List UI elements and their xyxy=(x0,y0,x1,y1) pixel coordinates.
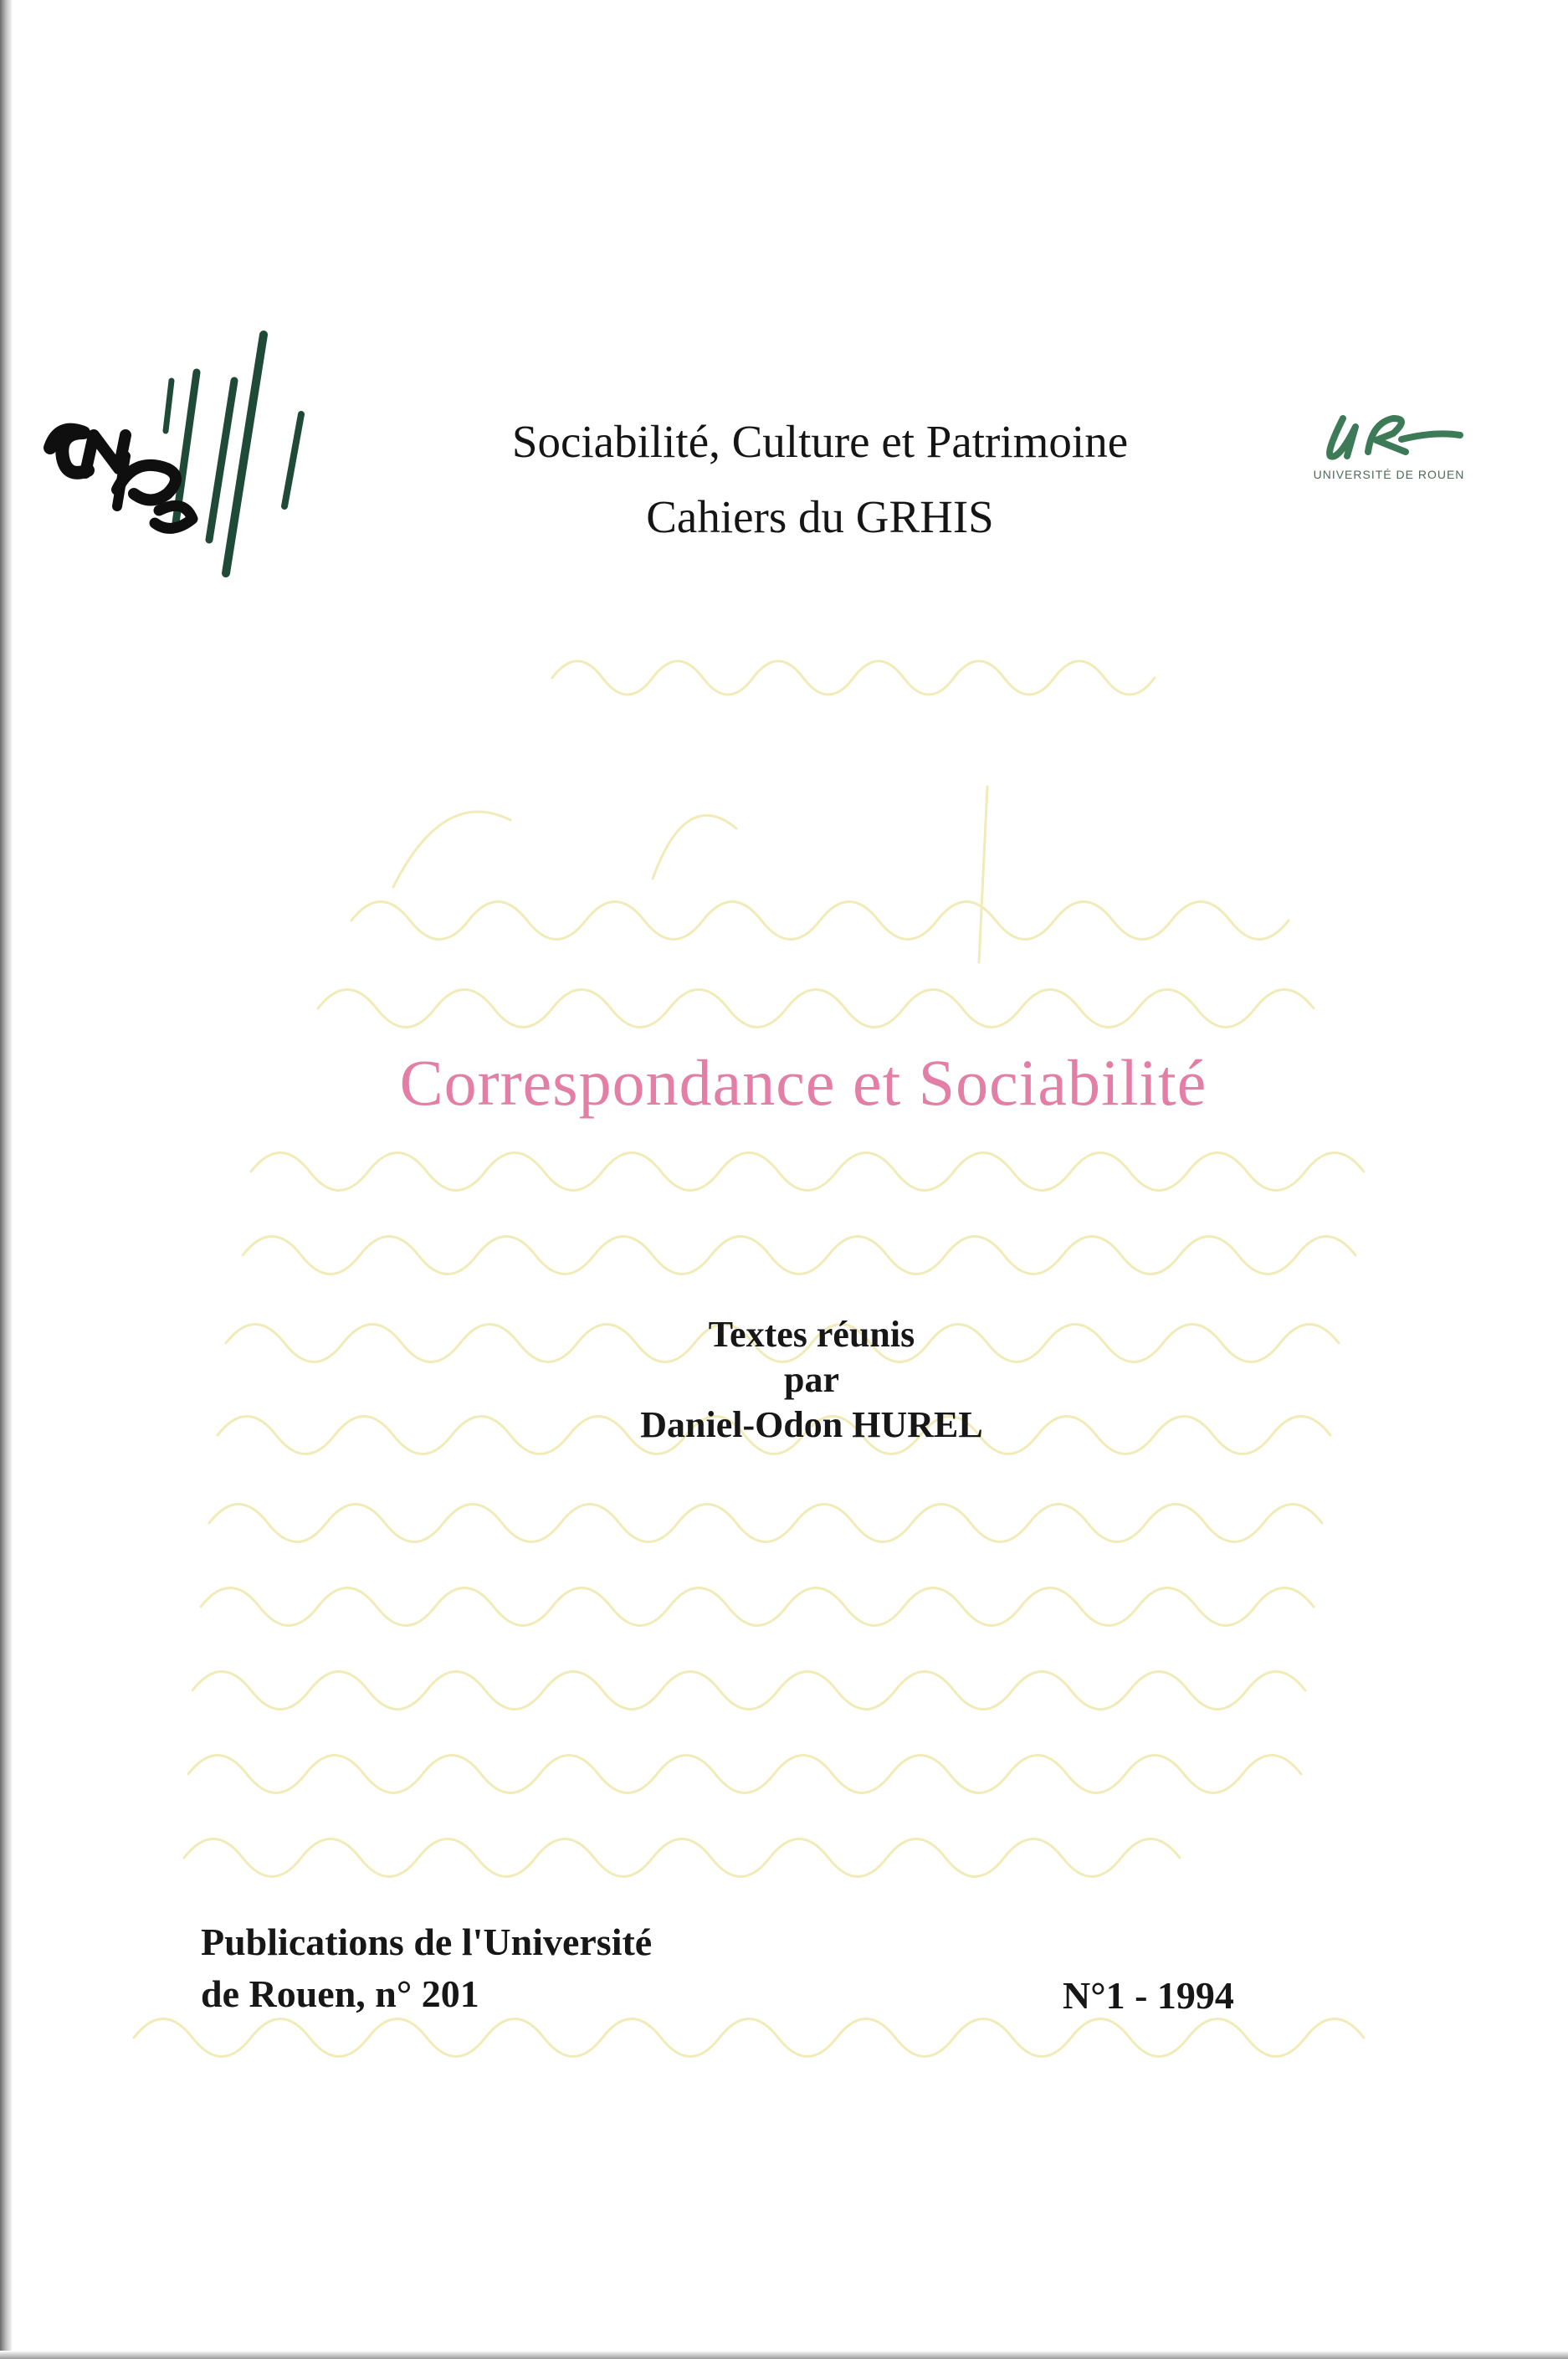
credits-line: Textes réunis xyxy=(708,1314,915,1355)
cnrs-logo xyxy=(33,322,322,582)
publisher-series-number: de Rouen, n° 201 xyxy=(201,1972,479,2015)
issue-number: N°1 - 1994 xyxy=(1063,1974,1234,2017)
credits-block xyxy=(502,1312,1121,1448)
university-rouen-logo xyxy=(1293,402,1485,494)
publisher-block xyxy=(201,1916,954,2020)
series-subtitle: Cahiers du GRHIS xyxy=(646,491,994,542)
editor-name: Daniel-Odon HUREL xyxy=(640,1404,983,1445)
book-title: Correspondance et Sociabilité xyxy=(399,1046,1207,1119)
scan-edge-bottom xyxy=(0,2351,1568,2359)
svg-text:UNIVERSITÉ DE ROUEN: UNIVERSITÉ DE ROUEN xyxy=(1313,468,1465,481)
series-title: Sociabilité, Culture et Patrimoine xyxy=(511,416,1129,467)
credits-by: par xyxy=(784,1359,839,1400)
publisher-line: Publications de l'Université xyxy=(201,1921,653,1963)
scan-edge xyxy=(0,0,12,2359)
